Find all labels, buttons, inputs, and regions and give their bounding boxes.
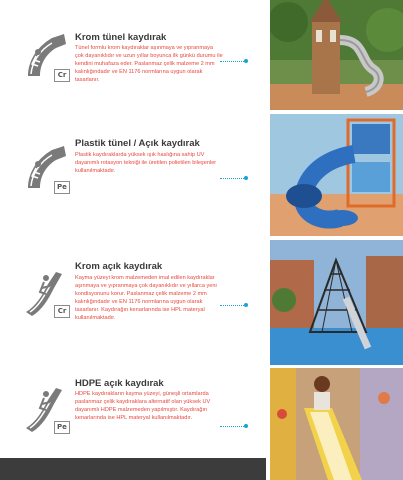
connector-dot bbox=[244, 424, 248, 428]
section-krom-acik bbox=[0, 240, 403, 365]
connector-line bbox=[220, 58, 248, 64]
connector-dot bbox=[244, 176, 248, 180]
connector-dot bbox=[244, 59, 248, 63]
section-description: HDPE kaydırakların kayma yüzeyi, güneşli ortamlarda paslanmaz çelik kaydıraklara alternatif olan yüksek UV dayanımlı HDPE malzemeden yapılmıştır. Kaydırağın kenarlarında ise HPL materyal kullanılmaktadır. bbox=[75, 391, 211, 421]
section-krom-tunel bbox=[0, 0, 403, 110]
section-description: Tünel formlu krom kaydıraklar aşınmaya ve yıpranmaya çok dayanıklıdır ve uzun yıllar boyunca ilk günkü durumu ile kendini muhafaza eder. Paslanmaz çelik malzeme 2 mm kalınlığındadır ve EN 1176 normlarına uygun olarak tasarlanır. bbox=[75, 45, 223, 83]
photo-girl-yellow-slide bbox=[270, 368, 403, 480]
photo-tower-tunnel-slide bbox=[270, 0, 403, 110]
material-badge: Pe bbox=[54, 181, 70, 194]
material-badge: Pe bbox=[54, 421, 70, 434]
section-description: Kayma yüzeyi krom malzemeden imal edilen kaydıraklar aşınmaya ve yıpranmaya çok dayanıklıdır ve yıllarca yeni kondisyonunu korur. Paslanmaz çelik malzeme 2 mm kalınlığındadır ve EN 1176 normlarına uygun olarak tasarlanır. Kaydırağın kenarlarında ise HPL materyal kullanılmaktadır. bbox=[75, 275, 217, 321]
material-badge: Cr bbox=[54, 305, 70, 318]
material-badge: Cr bbox=[54, 69, 70, 82]
section-description: Plastik kaydıraklarda yüksek ışık haslığına sahip UV dayanımlı rotasyon tekniği ile üretilen polietilen bileşenler kullanılmaktadır. bbox=[75, 152, 217, 174]
footer-bar bbox=[0, 458, 266, 480]
section-plastik-tunel bbox=[0, 112, 403, 236]
connector-line bbox=[220, 423, 248, 429]
section-title: Krom açık kaydırak bbox=[75, 261, 163, 272]
open-slide-icon bbox=[22, 266, 70, 318]
tunnel-slide-icon bbox=[22, 30, 70, 82]
section-title: HDPE açık kaydırak bbox=[75, 378, 164, 389]
connector-dot bbox=[244, 303, 248, 307]
connector-line bbox=[220, 175, 248, 181]
photo-net-tower-slide bbox=[270, 240, 403, 365]
section-title: Plastik tünel / Açık kaydırak bbox=[75, 138, 200, 149]
tunnel-slide-icon bbox=[22, 142, 70, 194]
open-slide-icon bbox=[22, 382, 70, 434]
connector-line bbox=[220, 302, 248, 308]
photo-blue-tunnel-slide bbox=[270, 114, 403, 236]
section-title: Krom tünel kaydırak bbox=[75, 32, 167, 43]
